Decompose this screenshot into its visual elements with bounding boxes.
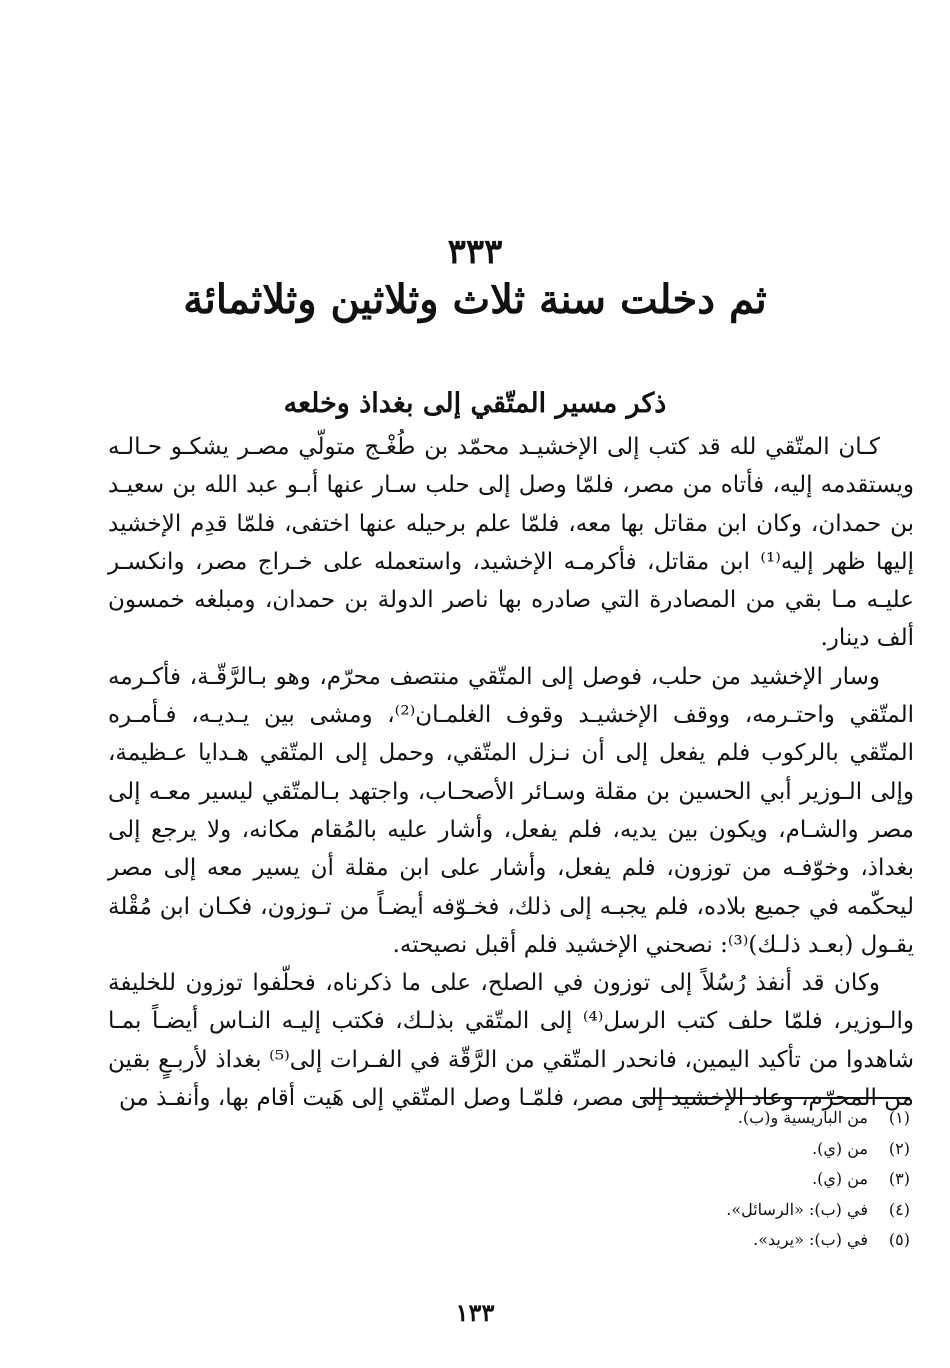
footnote-number: (٥): [888, 1230, 910, 1249]
year-number: ٣٣٣: [447, 232, 503, 272]
footnote-5: [410, 1225, 910, 1256]
page-number: ١٣٣: [455, 1298, 495, 1327]
footnote-text: في (ب): «يريد».: [753, 1230, 868, 1249]
footnote-number: (١): [888, 1108, 910, 1127]
footnote-4: [410, 1195, 910, 1226]
footnote-divider: [640, 1097, 910, 1099]
paragraph-2: وسار الإخشيد من حلب، فوصل إلى المتّقي منتصف محرّم، وهو بـالرَّقّـة، فأكـرمه المتّقي واحتـرمه، ووقف الإخشيـد وقوف الغلمـان⁽²⁾، ومشى بين يـديـه، فـأمـره المتّقي بالركوب فلم يفعل إلى أن نـزل المتّقي، وحمل إلى المتّقي هـدايا عـظيمة، وإلى الـوزير أبي الحسين بن مقلة وسـائر الأصحـاب، واجتهد بـالمتّقي ليسير معـه إلى مصر والشـام، ويكون بين يديه، فلم يفعل، وأشار عليه بالمُقام مكانه، ولا يرجع إلى بغداذ، وخوّفـه من توزون، فلم يفعل، وأشار على ابن مقلة أن يسير معه إلى مصر ليحكّمه في جميع بلاده، فلم يجبـه إلى ذلك، فخـوّفه أيضـاً من تـوزون، فكـان ابن مُقْلة يقـول (بعـد ذلـك)⁽³⁾: نصحني الإخشيد فلم أقبل نصيحته.: [108, 663, 914, 958]
paragraph-1: كـان المتّقي لله قد كتب إلى الإخشيـد محمّد بن طُغْـج متولّي مصـر يشكـو حـالـه ويستقدمه إليه، فأتاه من مصر، فلمّا وصل إلى حلب سـار عنها أبـو عبد الله بن سعيـد بن حمدان، وكان ابن مقاتل بها معه، فلمّا علم برحيله عنها اختفى، فلمّا قدِم الإخشيد إليها ظهر إليه⁽¹⁾ ابن مقاتل، فأكرمـه الإخشيد، واستعمله على خـراج مصر، وانكسـر عليـه مـا بقي من المصادرة التي صادره بها ناصر الدولة بن حمدان، ومبلغه خمسون ألف دينار.: [108, 434, 914, 652]
footnote-text: من الباريسية و(ب).: [737, 1108, 868, 1127]
year-title: ثم دخلت سنة ثلاث وثلاثين وثلاثمائة: [183, 276, 767, 323]
footnote-number: (٣): [888, 1169, 910, 1188]
footnote-3: [410, 1164, 910, 1195]
footnote-text: من (ي).: [812, 1138, 868, 1158]
footnote-text: في (ب): «الرسائل».: [726, 1199, 868, 1219]
footnote-2: [410, 1134, 910, 1165]
footnote-1: [410, 1103, 910, 1134]
footnote-number: (٤): [888, 1199, 910, 1219]
footnote-text: من (ي).: [812, 1169, 868, 1188]
footnote-number: (٢): [888, 1138, 910, 1158]
footnotes: [410, 1103, 910, 1256]
body-text: [108, 428, 914, 1117]
section-heading: ذكر مسير المتّقي إلى بغداذ وخلعه: [283, 388, 667, 419]
paragraph-3: وكان قد أنفذ رُسُلاً إلى توزون في الصلح، على ما ذكرناه، فحلّفوا توزون للخليفة والـوزير، فلمّا حلف كتب الرسل⁽⁴⁾ إلى المتّقي بذلـك، فكتب إليـه النـاس أيضـاً بمـا شاهدوا من تأكيد اليمين، فانحدر المتّقي من الرَّقّة في الفـرات إلى⁽⁵⁾ بغداذ لأربـعٍ بقين من المحرّم، وعاد الإخشيد إلى مصر، فلمّـا وصل المتّقي إلى هَيت أقام بها، وأنفـذ من: [108, 970, 915, 1112]
